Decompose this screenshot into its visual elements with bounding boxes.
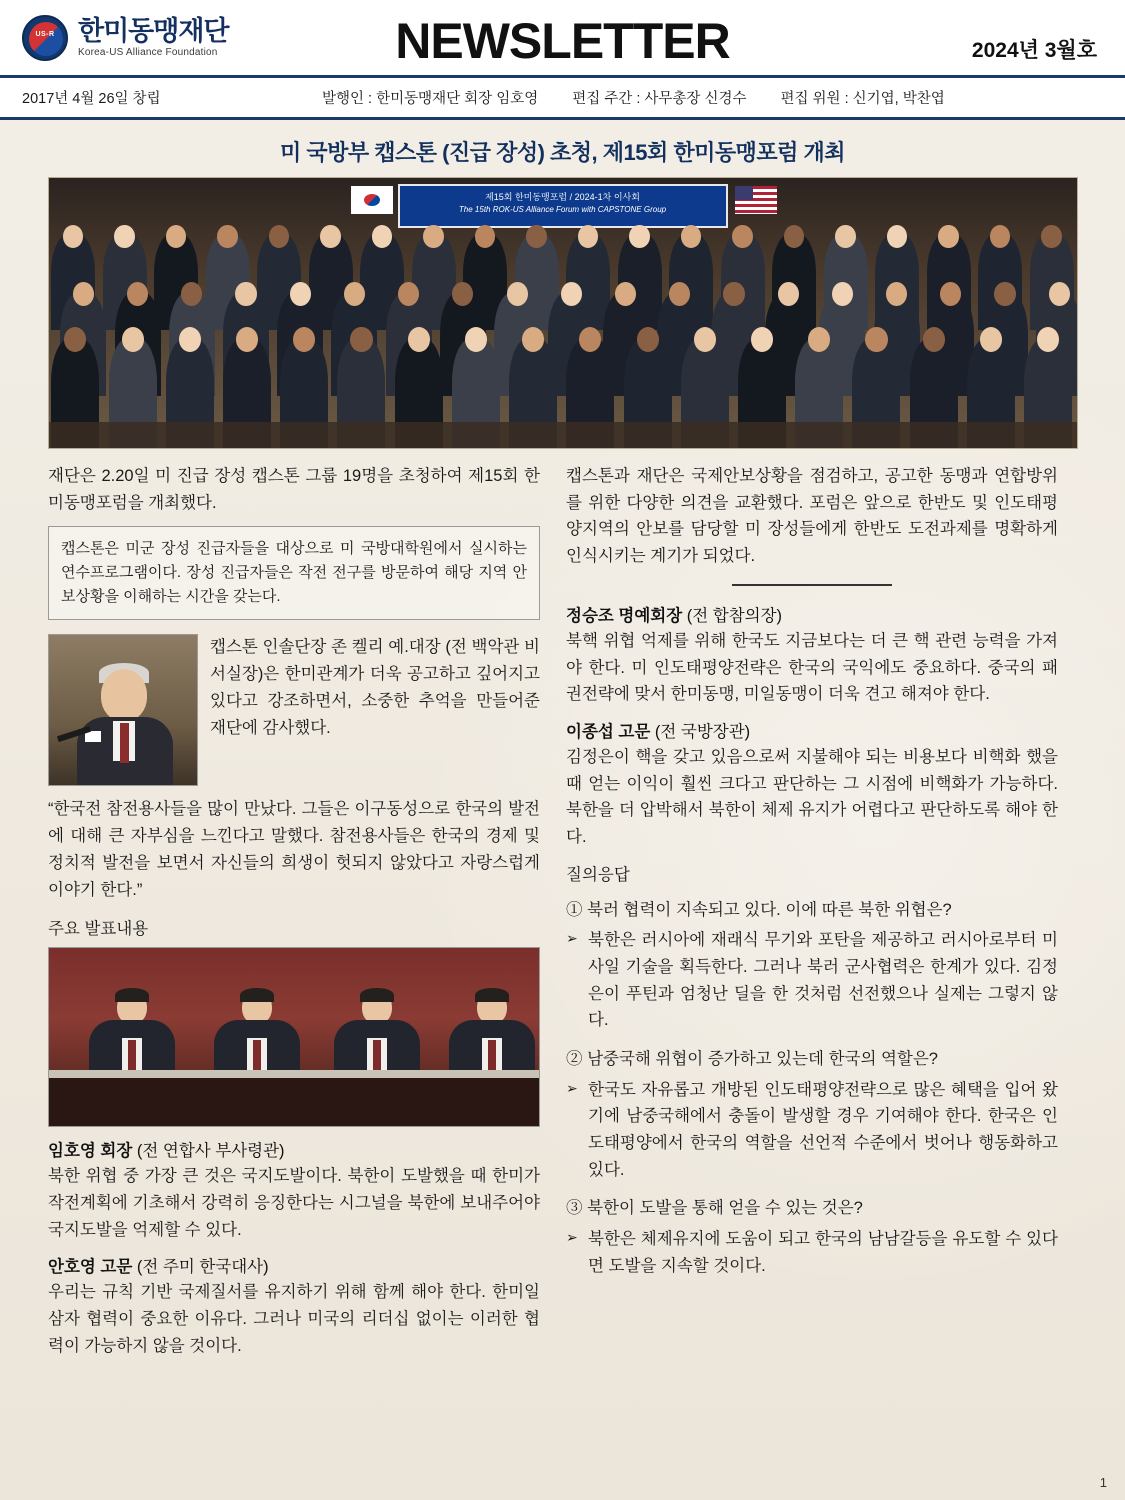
person-head	[344, 282, 365, 306]
issue-date: 2024년 3월호	[971, 38, 1097, 62]
person-head	[561, 282, 582, 306]
article-columns	[0, 449, 1125, 1370]
qa-question-3: ③ 북한이 도발을 통해 얻을 수 있는 것은?	[566, 1199, 863, 1218]
person-head	[681, 225, 701, 248]
editor-chief: 편집 주간 : 사무총장 신경수	[572, 91, 747, 107]
info-bar	[0, 78, 1125, 120]
person-head	[751, 327, 773, 352]
publisher: 발행인 : 한미동맹재단 회장 임호영	[322, 91, 539, 107]
speaker-title-1: (전 연합사 부사령관)	[136, 1142, 285, 1161]
kelly-quote: “한국전 참전용사들을 많이 만났다. 그들은 이구동성으로 한국의 발전에 대해 큰 자부심을 느낀다고 말했다. 참전용사들은 한국의 경제 및 정치적 발전을 보면서 자신들의 희생이 헛되지 않았다고 자랑스럽게 이야기 한다.”	[48, 800, 540, 899]
founded-date: 2017년 4월 26일 창립	[22, 91, 161, 107]
qa-heading: 질의응답	[566, 865, 630, 884]
speaker-body-2: 우리는 규칙 기반 국제질서를 유지하기 위해 함께 해야 한다. 한미일 삼자 협력이 중요한 이유다. 그러나 미국의 리더십 없이는 이러한 협력이 가능하지 않을 것이다.	[48, 1283, 540, 1355]
person-head	[179, 327, 201, 352]
qa-answer-3: ➢ 북한은 체제유지에 도움이 되고 한국의 남남갈등을 유도할 수 있다면 도발을 지속할 것이다.	[566, 1226, 1058, 1279]
speaker-name-2	[48, 1253, 540, 1277]
speaker-body-1: 북한 위협 중 가장 큰 것은 국지도발이다. 북한이 도발했을 때 한미가 작전계획에 기초해서 강력히 응징한다는 시그널을 북한에 보내주어야 국지도발을 억제할 수 있다.	[48, 1167, 540, 1239]
person-head	[784, 225, 804, 248]
person-head	[63, 225, 83, 248]
person-head	[526, 225, 546, 248]
qa-question-1: ① 북러 협력이 지속되고 있다. 이에 따른 북한 위협은?	[566, 900, 952, 919]
person-head	[938, 225, 958, 248]
logo-title-en: Korea-US Alliance Foundation	[78, 47, 218, 59]
person-head	[465, 327, 487, 352]
speaker-body-3: 북핵 위협 억제를 위해 한국도 지금보다는 더 큰 핵 관련 능력을 가져야 한다. 미 인도태평양전략은 한국의 국익에도 중요하다. 중국의 패권전략에 맞서 한미동맹, 미일동맹이 더욱 견고 해져야 한다.	[566, 631, 1058, 704]
speaker-name-1	[48, 1137, 540, 1161]
qa-answer-1: ➢ 북한은 러시아에 재래식 무기와 포탄을 제공하고 러시아로부터 미사일 기술을 획득한다. 그러나 북러 군사협력은 한계가 있다. 김정은이 푸틴과 엄청난 딜을 한 것처럼 선전했으나 실제는 그렇지 않다.	[566, 927, 1058, 1034]
person-head	[923, 327, 945, 352]
person-head	[1041, 225, 1061, 248]
banner-line-2: The 15th ROK-US Alliance Forum with CAPSTONE Group	[458, 205, 667, 215]
panel-photo	[48, 947, 540, 1127]
speaker-name-3-text: 정승조 명예회장	[566, 606, 683, 625]
speaker-body-4: 김정은이 핵을 갖고 있음으로써 지불해야 되는 비용보다 비핵화 했을 때 얻는 이익이 훨씬 크다고 판단하는 그 시점에 비핵화가 가능하다. 북한을 더 압박해서 북한이 체제 유지가 어렵다고 판단하도록 해야 한다.	[566, 748, 1058, 847]
speaker-name-2-text: 안호영 고문	[48, 1258, 133, 1277]
person-head	[166, 225, 186, 248]
person-head	[694, 327, 716, 352]
group-photo	[48, 177, 1078, 449]
person-head	[994, 282, 1015, 306]
person-head	[127, 282, 148, 306]
person-head	[350, 327, 372, 352]
person-head	[615, 282, 636, 306]
speaker-title-4: (전 국방장관)	[654, 723, 751, 742]
page-number: 1	[1099, 1475, 1107, 1490]
person-head	[578, 225, 598, 248]
person-head	[723, 282, 744, 306]
kelly-photo	[48, 634, 198, 786]
person-head	[73, 282, 94, 306]
kelly-block	[48, 634, 540, 786]
person-head	[290, 282, 311, 306]
person-head	[423, 225, 443, 248]
person-head	[217, 225, 237, 248]
kelly-paragraph: 캡스톤 인솔단장 존 켈리 예.대장 (전 백악관 비서실장)은 한미관계가 더욱 공고하고 깊어지고 있다고 강조하면서, 소중한 추억을 만들어준 재단에 감사했다.	[210, 638, 540, 737]
logo-title-kr: 한미동맹재단	[78, 15, 229, 46]
person-head	[778, 282, 799, 306]
speaker-name-4	[566, 718, 1058, 742]
left-column	[48, 463, 540, 1370]
right-column	[566, 463, 1058, 1370]
speaker-title-3: (전 합참의장)	[686, 606, 783, 625]
section-divider	[732, 584, 892, 586]
person-head	[732, 225, 752, 248]
person-head	[865, 327, 887, 352]
person-head	[886, 282, 907, 306]
speaker-title-2: (전 주미 한국대사)	[136, 1258, 269, 1277]
person-head	[269, 225, 289, 248]
person-head	[507, 282, 528, 306]
us-flag-icon	[735, 186, 777, 214]
person-head	[887, 225, 907, 248]
person-head	[629, 225, 649, 248]
person-head	[122, 327, 144, 352]
person-head	[235, 282, 256, 306]
crowd	[49, 234, 1077, 448]
person-head	[637, 327, 659, 352]
person-head	[832, 282, 853, 306]
left-lead-paragraph: 재단은 2.20일 미 진급 장성 캡스톤 그룹 19명을 초청하여 제15회 한미동맹포럼을 개최했다.	[48, 467, 540, 512]
person-head	[990, 225, 1010, 248]
editors: 편집 위원 : 신기엽, 박찬엽	[780, 91, 945, 107]
forum-banner	[398, 184, 728, 228]
person-head	[236, 327, 258, 352]
banner-line-1: 제15회 한미동맹포럼 / 2024-1차 이사회	[485, 192, 640, 202]
masthead	[0, 0, 1125, 78]
stage-floor	[49, 422, 1077, 448]
person-head	[408, 327, 430, 352]
qa-answer-2: ➢ 한국도 자유롭고 개방된 인도태평양전략으로 많은 혜택을 입어 왔기에 남중국해에서 충돌이 발생할 경우 기여해야 한다. 한국은 인도태평양에서 한국의 역할을 선언적 수준에서 벗어나 행동화하고 있다.	[566, 1077, 1058, 1184]
article-headline: 미 국방부 캡스톤 (진급 장성) 초청, 제15회 한미동맹포럼 개최	[280, 140, 845, 165]
person-head	[475, 225, 495, 248]
person-head	[320, 225, 340, 248]
presentations-subhead: 주요 발표내용	[48, 920, 149, 939]
person-head	[835, 225, 855, 248]
speaker-name-4-text: 이종섭 고문	[566, 723, 651, 742]
person-head	[522, 327, 544, 352]
korean-flag-icon	[351, 186, 393, 214]
person-head	[980, 327, 1002, 352]
person-head	[1049, 282, 1070, 306]
right-lead-paragraph: 캡스톤과 재단은 국제안보상황을 점검하고, 공고한 동맹과 연합방위를 위한 다양한 의견을 교환했다. 포럼은 앞으로 한반도 및 인도태평양지역의 안보를 담당할 미 장성들에게 한반도 도전과제를 명확하게 인식시키는 계기가 되었다.	[566, 467, 1058, 566]
person-head	[114, 225, 134, 248]
speaker-name-3	[566, 602, 1058, 626]
capstone-definition-box: 캡스톤은 미군 장성 진급자들을 대상으로 미 국방대학원에서 실시하는 연수프로그램이다. 장성 진급자들은 작전 전구를 방문하여 해당 지역 안보상황을 이해하는 시간을 갖는다.	[48, 526, 540, 620]
page-title: NEWSLETTER	[395, 13, 730, 69]
person-head	[372, 225, 392, 248]
person-head	[1037, 327, 1059, 352]
speaker-name-1-text: 임호영 회장	[48, 1142, 133, 1161]
qa-question-2: ② 남중국해 위협이 증가하고 있는데 한국의 역할은?	[566, 1050, 938, 1069]
